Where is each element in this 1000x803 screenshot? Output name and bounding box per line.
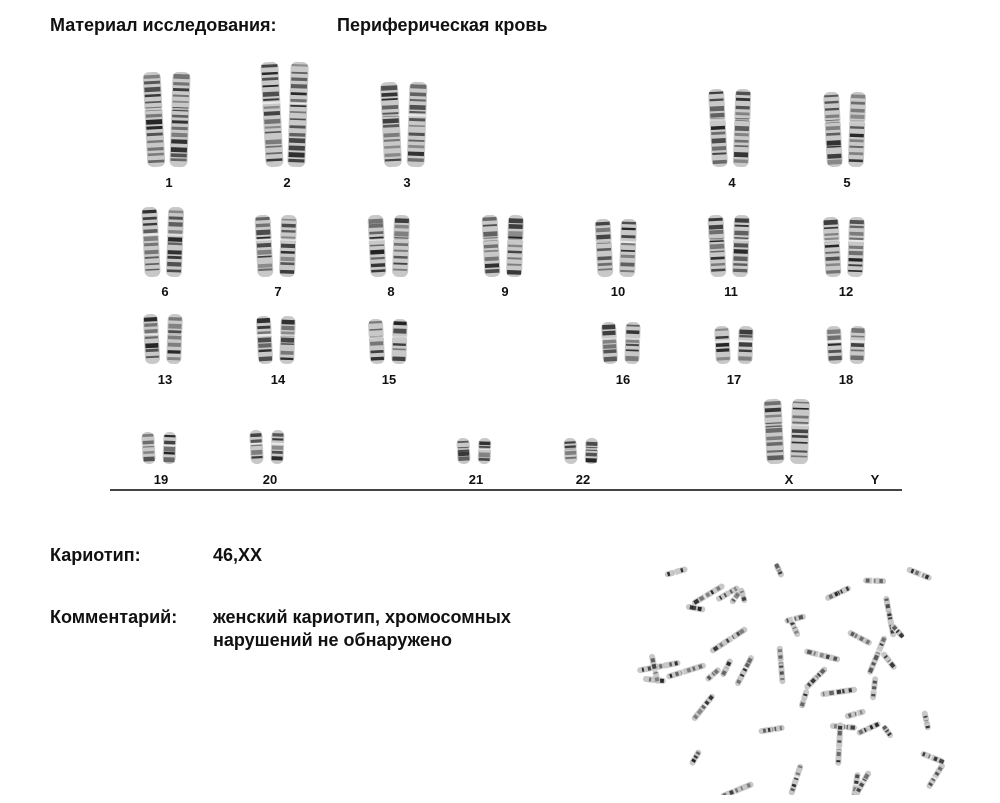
chromosome-pair-4 (708, 87, 754, 169)
chromosome-pair-22 (562, 436, 602, 466)
chromosome-pair-3 (380, 80, 430, 169)
pair-label-x: X (784, 472, 794, 487)
pair-label-7: 7 (274, 284, 282, 299)
pair-label-y: Y (870, 472, 880, 487)
chromosome-pair-11 (707, 213, 753, 279)
chromosome-pair-6 (141, 205, 187, 279)
chromosome-pair-19 (140, 430, 180, 466)
pair-label-15: 15 (381, 372, 397, 387)
comment-label: Комментарий: (50, 607, 178, 627)
pair-label-21: 21 (468, 472, 484, 487)
pair-label-11: 11 (724, 284, 738, 299)
comment-line-1: женский кариотип, хромосомных (213, 607, 511, 627)
karyotype-label: Кариотип: (50, 545, 141, 565)
chromosome-pair-9 (481, 213, 527, 279)
chromosome-pair-14 (255, 314, 299, 366)
pair-label-9: 9 (501, 284, 509, 299)
chromosome-pair-12 (822, 215, 868, 279)
pair-label-19: 19 (153, 472, 169, 487)
chromosome-pair-17 (713, 324, 757, 366)
material-value: Периферическая кровь (337, 15, 548, 35)
chromosome-pair-7 (254, 213, 300, 279)
chromosome-pair-21 (455, 436, 495, 466)
pair-label-4: 4 (728, 175, 736, 190)
pair-label-16: 16 (615, 372, 631, 387)
pair-label-13: 13 (157, 372, 173, 387)
chromosome-pair-20 (248, 428, 288, 466)
chromosome-pair-10 (594, 217, 640, 279)
chromosome-pair-16 (600, 320, 644, 366)
pair-label-22: 22 (575, 472, 591, 487)
karyotype-value: 46,XX (213, 545, 263, 565)
pair-label-10: 10 (610, 284, 626, 299)
chromosome-pair-18 (825, 324, 869, 366)
pair-label-20: 20 (262, 472, 278, 487)
pair-label-3: 3 (403, 175, 411, 190)
pair-label-14: 14 (270, 372, 286, 387)
comment-line-2: нарушений не обнаружено (213, 630, 452, 650)
chromosome-pair-8 (367, 213, 413, 279)
pair-label-1: 1 (165, 175, 173, 190)
chromosome-pair-1 (143, 70, 193, 169)
chromosome-pair-X (763, 397, 813, 466)
chromosome-pair-2 (261, 60, 311, 169)
pair-label-2: 2 (283, 175, 291, 190)
karyogram-baseline (110, 489, 902, 491)
pair-label-5: 5 (843, 175, 851, 190)
pair-label-8: 8 (387, 284, 395, 299)
material-label: Материал исследования: (50, 15, 277, 35)
pair-label-17: 17 (726, 372, 742, 387)
chromosome-pair-5 (823, 90, 869, 169)
metaphase-spread-image (630, 545, 960, 795)
pair-label-12: 12 (838, 284, 854, 299)
pair-label-18: 18 (838, 372, 854, 387)
chromosome-pair-15 (367, 317, 411, 366)
chromosome-pair-13 (142, 312, 186, 366)
pair-label-6: 6 (161, 284, 169, 299)
